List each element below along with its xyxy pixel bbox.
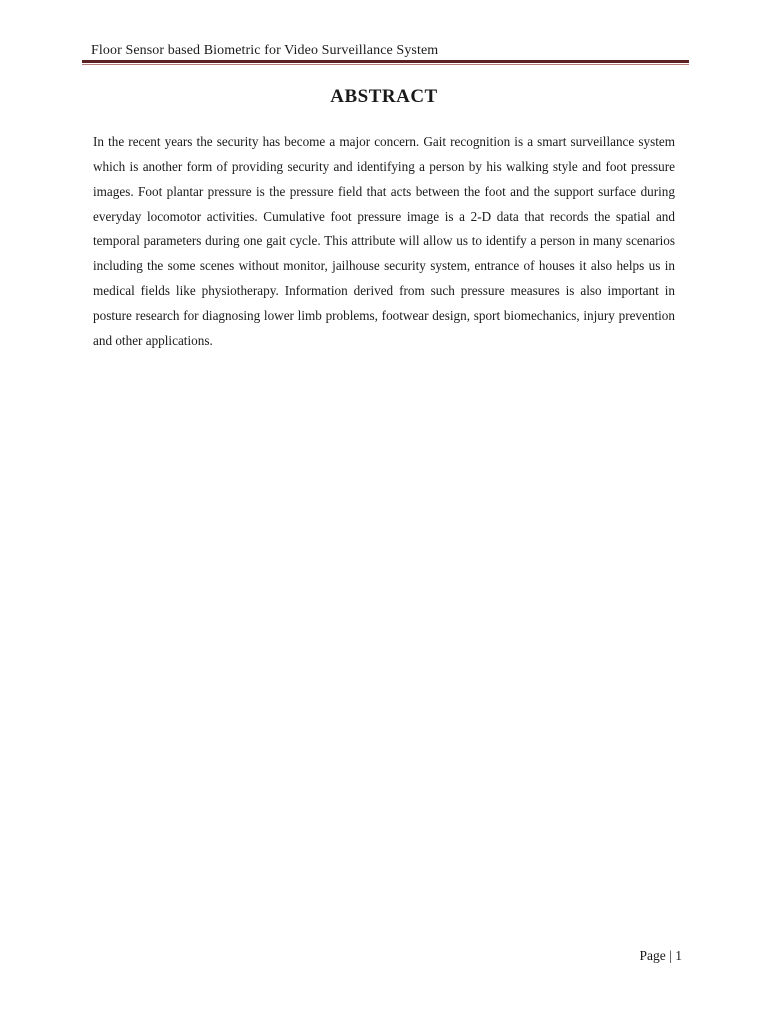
running-header-title: Floor Sensor based Biometric for Video Surveillance System [91, 43, 439, 58]
abstract-paragraph: In the recent years the security has become a major concern. Gait recognition is a smart surveillance system which is another form of providing security and identifying a person by his walking style and foot pressure images. Foot plantar pressure is the pressure field that acts between the foot and the support surface during everyday locomotor activities. Cumulative foot pressure image is a 2-D data that records the spatial and temporal parameters during one gait cycle. This attribute will allow us to identify a person in many scenarios including the some scenes without monitor, jailhouse security system, entrance of houses it also helps us in medical fields like physiotherapy. Information derived from such pressure measures is also important in posture research for diagnosing lower limb problems, footwear design, sport biomechanics, injury prevention and other applications. [93, 134, 675, 348]
header-divider-thin [82, 64, 689, 65]
header-divider [82, 60, 689, 63]
section-heading: ABSTRACT [330, 86, 438, 107]
page-number: Page | 1 [639, 948, 682, 963]
